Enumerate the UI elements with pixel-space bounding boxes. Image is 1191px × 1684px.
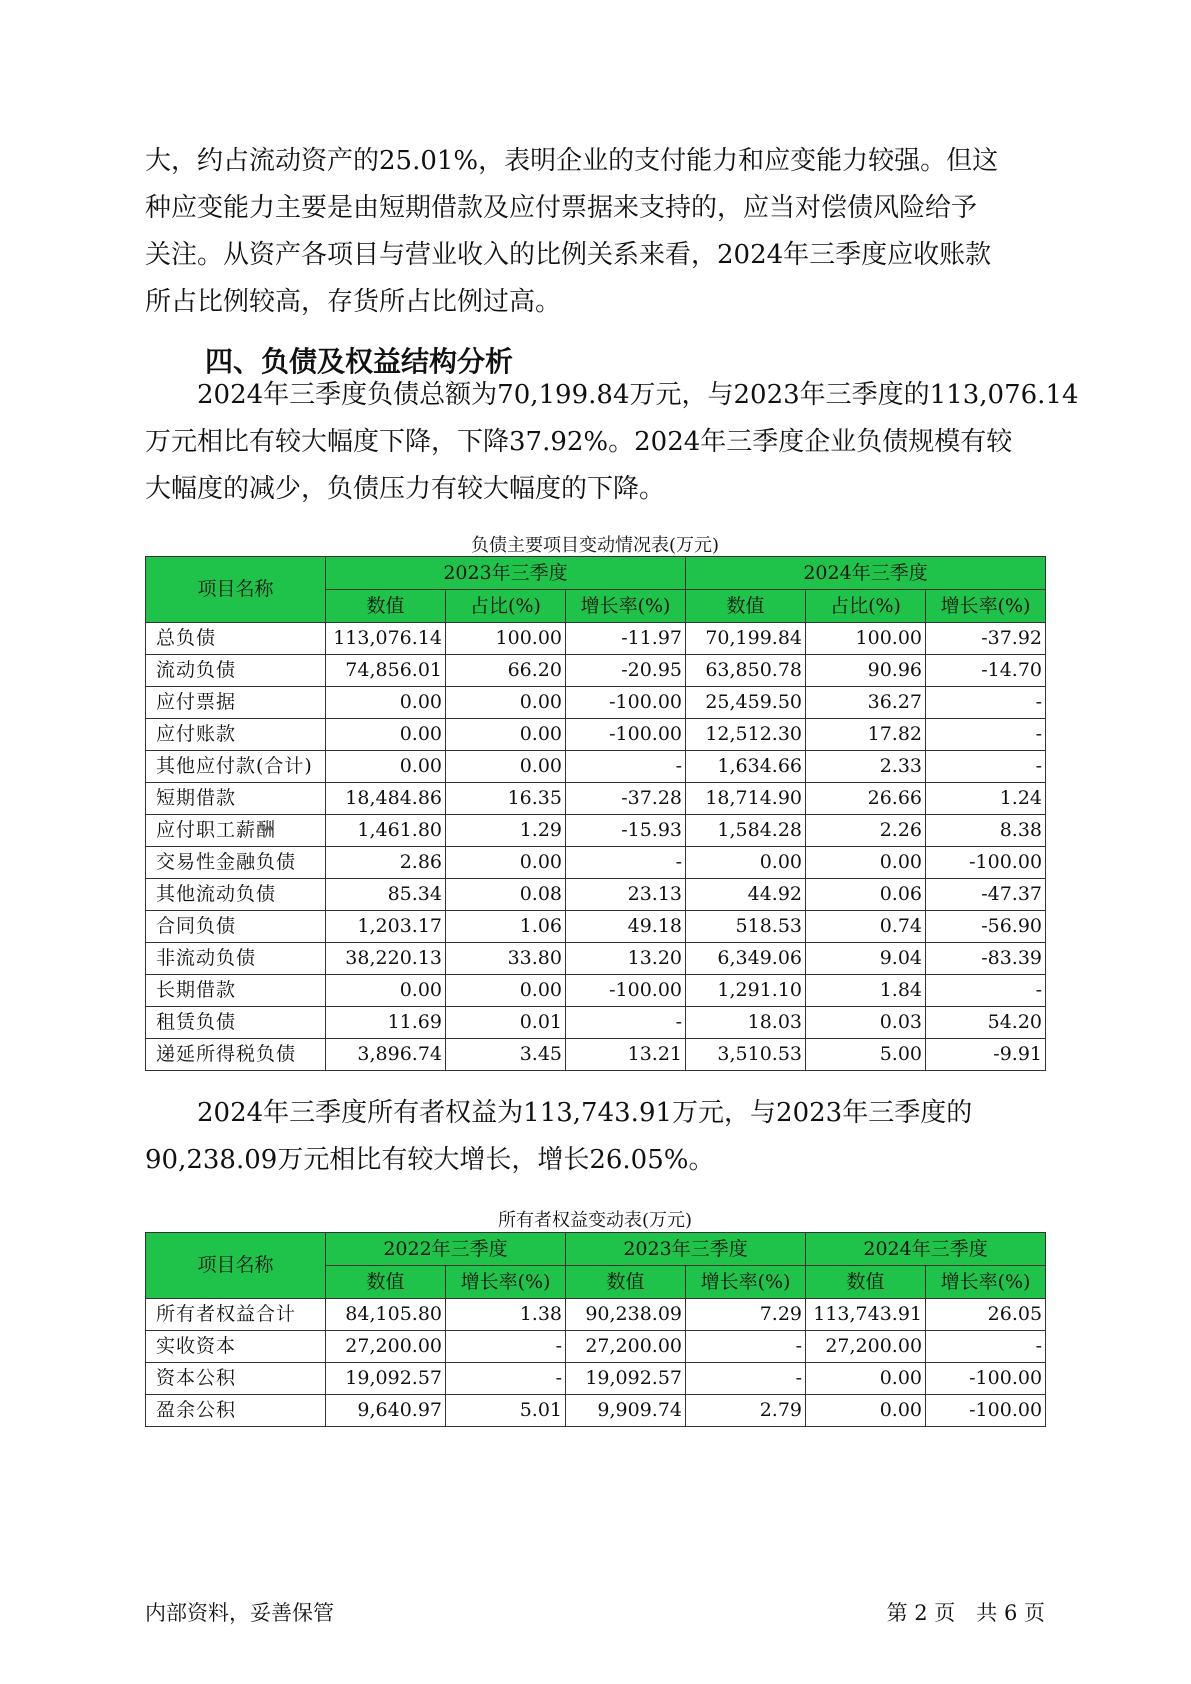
- table-cell: -11.97: [566, 623, 686, 655]
- table-cell: 1,584.28: [686, 815, 806, 847]
- table-cell: 7.29: [686, 1299, 806, 1331]
- row-label: 短期借款: [146, 783, 326, 815]
- text-line: 2024年三季度所有者权益为113,743.91万元，与2023年三季度的: [197, 1098, 973, 1128]
- column-header: 增长率(%): [926, 590, 1046, 623]
- table-cell: 518.53: [686, 911, 806, 943]
- intro-paragraph: [145, 138, 1045, 326]
- column-header: 增长率(%): [686, 1266, 806, 1299]
- column-header: 数值: [566, 1266, 686, 1299]
- table-cell: 16.35: [446, 783, 566, 815]
- item-name-header: 项目名称: [146, 1233, 326, 1299]
- table-cell: 0.00: [326, 975, 446, 1007]
- table-cell: 3,510.53: [686, 1039, 806, 1071]
- row-label: 其他流动负债: [146, 879, 326, 911]
- table-cell: 0.00: [446, 847, 566, 879]
- table-cell: 3.45: [446, 1039, 566, 1071]
- table-cell: 0.06: [806, 879, 926, 911]
- table-cell: 19,092.57: [566, 1363, 686, 1395]
- column-header: 增长率(%): [566, 590, 686, 623]
- table-cell: -100.00: [566, 975, 686, 1007]
- table-row: [146, 623, 1046, 655]
- table-cell: 33.80: [446, 943, 566, 975]
- table-cell: 1,634.66: [686, 751, 806, 783]
- table-cell: 1,461.80: [326, 815, 446, 847]
- table-cell: 0.00: [446, 719, 566, 751]
- table-cell: 90,238.09: [566, 1299, 686, 1331]
- table-cell: 0.08: [446, 879, 566, 911]
- table-row: [146, 815, 1046, 847]
- table-cell: 5.01: [446, 1395, 566, 1427]
- table-cell: 1,203.17: [326, 911, 446, 943]
- text-line: 大幅度的减少，负债压力有较大幅度的下降。: [145, 474, 666, 504]
- table-cell: 84,105.80: [326, 1299, 446, 1331]
- table-cell: -: [566, 847, 686, 879]
- table-cell: 3,896.74: [326, 1039, 446, 1071]
- table-cell: 2.33: [806, 751, 926, 783]
- equity-table: [145, 1232, 1046, 1427]
- table-cell: -56.90: [926, 911, 1046, 943]
- table-cell: 85.34: [326, 879, 446, 911]
- row-label: 总负债: [146, 623, 326, 655]
- table-row: [146, 1363, 1046, 1395]
- table-cell: 13.21: [566, 1039, 686, 1071]
- table-cell: -100.00: [566, 687, 686, 719]
- item-name-header: 项目名称: [146, 557, 326, 623]
- row-label: 交易性金融负债: [146, 847, 326, 879]
- table-cell: 49.18: [566, 911, 686, 943]
- table-cell: -: [686, 1363, 806, 1395]
- table-cell: 0.00: [446, 687, 566, 719]
- table-row: [146, 783, 1046, 815]
- column-header: 数值: [686, 590, 806, 623]
- liability-table-caption: 负债主要项目变动情况表(万元): [470, 535, 720, 556]
- table-cell: -: [446, 1363, 566, 1395]
- period-header: 2023年三季度: [566, 1233, 806, 1266]
- table-cell: -: [566, 1007, 686, 1039]
- table-row: [146, 751, 1046, 783]
- table-cell: 0.01: [446, 1007, 566, 1039]
- row-label: 资本公积: [146, 1363, 326, 1395]
- row-label: 所有者权益合计: [146, 1299, 326, 1331]
- table-cell: 1.06: [446, 911, 566, 943]
- column-header: 占比(%): [446, 590, 566, 623]
- table-cell: 19,092.57: [326, 1363, 446, 1395]
- table-cell: 27,200.00: [326, 1331, 446, 1363]
- table-row: [146, 847, 1046, 879]
- table-cell: 36.27: [806, 687, 926, 719]
- row-label: 其他应付款(合计): [146, 751, 326, 783]
- row-label: 实收资本: [146, 1331, 326, 1363]
- table-cell: 6,349.06: [686, 943, 806, 975]
- table-cell: 9,909.74: [566, 1395, 686, 1427]
- equity-paragraph: [145, 1090, 1045, 1184]
- period-header: 2022年三季度: [326, 1233, 566, 1266]
- text-line: 2024年三季度负债总额为70,199.84万元，与2023年三季度的113,076.14: [197, 380, 1079, 410]
- table-cell: -15.93: [566, 815, 686, 847]
- table-cell: -: [926, 975, 1046, 1007]
- table-cell: -: [926, 751, 1046, 783]
- column-header: 增长率(%): [446, 1266, 566, 1299]
- table-cell: 13.20: [566, 943, 686, 975]
- table-cell: 1,291.10: [686, 975, 806, 1007]
- table-cell: 66.20: [446, 655, 566, 687]
- table-cell: 1.38: [446, 1299, 566, 1331]
- table-cell: 2.26: [806, 815, 926, 847]
- table-cell: -: [926, 719, 1046, 751]
- table-row: [146, 687, 1046, 719]
- table-cell: 27,200.00: [566, 1331, 686, 1363]
- table-row: [146, 1299, 1046, 1331]
- footer-page-number: 第 2 页 共 6 页: [886, 1601, 1045, 1625]
- row-label: 盈余公积: [146, 1395, 326, 1427]
- table-cell: -9.91: [926, 1039, 1046, 1071]
- table-cell: -37.28: [566, 783, 686, 815]
- table-row: [146, 911, 1046, 943]
- table-cell: -: [446, 1331, 566, 1363]
- row-label: 长期借款: [146, 975, 326, 1007]
- table-cell: 113,743.91: [806, 1299, 926, 1331]
- column-header: 占比(%): [806, 590, 926, 623]
- row-label: 租赁负债: [146, 1007, 326, 1039]
- table-row: [146, 975, 1046, 1007]
- table-cell: -100.00: [926, 847, 1046, 879]
- column-header: 增长率(%): [926, 1266, 1046, 1299]
- table-cell: 0.74: [806, 911, 926, 943]
- table-cell: 18,484.86: [326, 783, 446, 815]
- period-header: 2024年三季度: [686, 557, 1046, 590]
- table-row: [146, 943, 1046, 975]
- table-cell: 26.66: [806, 783, 926, 815]
- text-line: 关注。从资产各项目与营业收入的比例关系来看，2024年三季度应收账款: [145, 240, 992, 270]
- table-cell: 100.00: [806, 623, 926, 655]
- table-cell: 113,076.14: [326, 623, 446, 655]
- table-cell: -100.00: [566, 719, 686, 751]
- table-cell: 2.79: [686, 1395, 806, 1427]
- table-cell: -: [926, 687, 1046, 719]
- table-cell: 0.00: [446, 751, 566, 783]
- row-label: 合同负债: [146, 911, 326, 943]
- table-cell: 8.38: [926, 815, 1046, 847]
- table-cell: 5.00: [806, 1039, 926, 1071]
- table-cell: -47.37: [926, 879, 1046, 911]
- liability-paragraph: [145, 372, 1079, 513]
- table-cell: 0.00: [806, 847, 926, 879]
- table-cell: 0.00: [446, 975, 566, 1007]
- text-line: 大，约占流动资产的25.01%，表明企业的支付能力和应变能力较强。但这: [145, 146, 999, 176]
- table-cell: 0.00: [326, 719, 446, 751]
- table-cell: 9,640.97: [326, 1395, 446, 1427]
- table-cell: -: [566, 751, 686, 783]
- table-cell: -100.00: [926, 1395, 1046, 1427]
- table-cell: 9.04: [806, 943, 926, 975]
- table-cell: -: [686, 1331, 806, 1363]
- table-cell: 26.05: [926, 1299, 1046, 1331]
- text-line: 种应变能力主要是由短期借款及应付票据来支持的，应当对偿债风险给予: [145, 193, 978, 223]
- table-cell: 1.84: [806, 975, 926, 1007]
- table-row: [146, 1331, 1046, 1363]
- table-row: [146, 879, 1046, 911]
- row-label: 应付票据: [146, 687, 326, 719]
- text-line: 90,238.09万元相比有较大增长，增长26.05%。: [145, 1145, 715, 1175]
- table-cell: 11.69: [326, 1007, 446, 1039]
- table-cell: 63,850.78: [686, 655, 806, 687]
- table-cell: -: [926, 1331, 1046, 1363]
- table-cell: 54.20: [926, 1007, 1046, 1039]
- row-label: 流动负债: [146, 655, 326, 687]
- column-header: 数值: [326, 1266, 446, 1299]
- table-cell: 0.00: [326, 687, 446, 719]
- table-cell: 0.00: [806, 1395, 926, 1427]
- table-cell: -100.00: [926, 1363, 1046, 1395]
- table-cell: 23.13: [566, 879, 686, 911]
- text-line: 万元相比有较大幅度下降，下降37.92%。2024年三季度企业负债规模有较: [145, 427, 1013, 457]
- table-cell: 0.03: [806, 1007, 926, 1039]
- table-cell: 1.29: [446, 815, 566, 847]
- table-cell: 18.03: [686, 1007, 806, 1039]
- column-header: 数值: [806, 1266, 926, 1299]
- table-row: [146, 1039, 1046, 1071]
- table-row: [146, 719, 1046, 751]
- row-label: 递延所得税负债: [146, 1039, 326, 1071]
- table-cell: 0.00: [686, 847, 806, 879]
- table-cell: 44.92: [686, 879, 806, 911]
- table-cell: 17.82: [806, 719, 926, 751]
- table-row: [146, 1395, 1046, 1427]
- period-header: 2024年三季度: [806, 1233, 1046, 1266]
- row-label: 应付职工薪酬: [146, 815, 326, 847]
- table-cell: 1.24: [926, 783, 1046, 815]
- table-cell: 100.00: [446, 623, 566, 655]
- table-cell: -83.39: [926, 943, 1046, 975]
- table-cell: 70,199.84: [686, 623, 806, 655]
- text-line: 所占比例较高，存货所占比例过高。: [145, 287, 562, 317]
- footer-confidential-note: 内部资料，妥善保管: [145, 1601, 334, 1625]
- table-cell: 0.00: [806, 1363, 926, 1395]
- table-cell: -14.70: [926, 655, 1046, 687]
- section-heading: 四、负债及权益结构分析: [205, 345, 514, 378]
- table-cell: 2.86: [326, 847, 446, 879]
- row-label: 应付账款: [146, 719, 326, 751]
- table-cell: 90.96: [806, 655, 926, 687]
- table-cell: 18,714.90: [686, 783, 806, 815]
- table-row: [146, 1007, 1046, 1039]
- column-header: 数值: [326, 590, 446, 623]
- table-cell: 27,200.00: [806, 1331, 926, 1363]
- period-header: 2023年三季度: [326, 557, 686, 590]
- equity-table-caption: 所有者权益变动表(万元): [497, 1210, 693, 1231]
- table-cell: 74,856.01: [326, 655, 446, 687]
- table-cell: 25,459.50: [686, 687, 806, 719]
- table-row: [146, 655, 1046, 687]
- table-cell: 12,512.30: [686, 719, 806, 751]
- table-cell: 38,220.13: [326, 943, 446, 975]
- table-cell: 0.00: [326, 751, 446, 783]
- row-label: 非流动负债: [146, 943, 326, 975]
- table-cell: -37.92: [926, 623, 1046, 655]
- table-cell: -20.95: [566, 655, 686, 687]
- liability-table: [145, 556, 1046, 1071]
